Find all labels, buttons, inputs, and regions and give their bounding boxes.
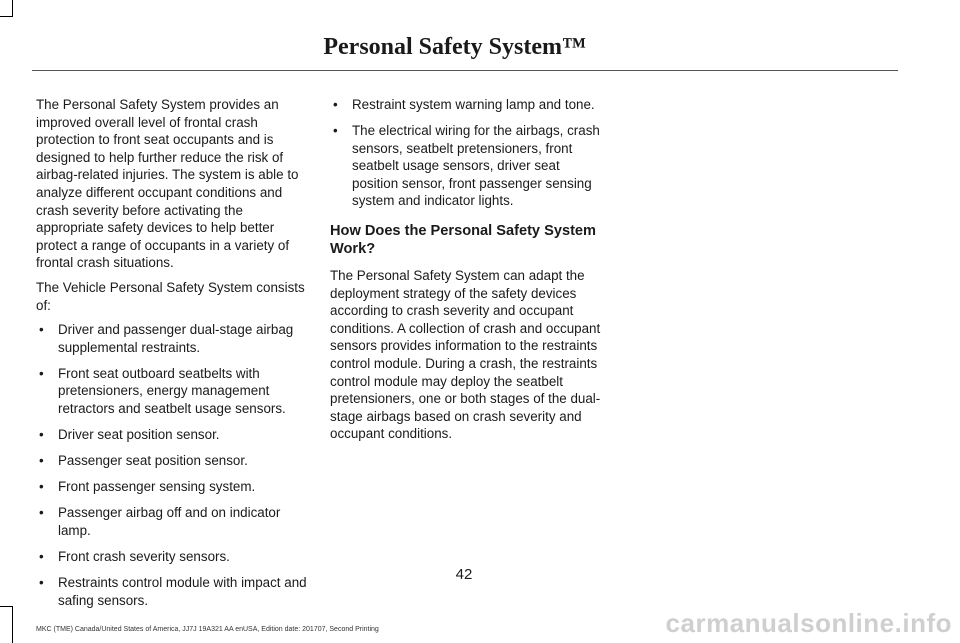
header-rule (32, 70, 898, 71)
crop-mark-bottom-left-v (12, 606, 13, 643)
list-item: • Restraint system warning lamp and tone. (330, 96, 602, 114)
list-item: • Passenger airbag off and on indicator lamp. (36, 504, 308, 539)
watermark: carmanualsonline.info (665, 608, 952, 638)
list-item: • Passenger seat position sensor. (36, 452, 308, 470)
component-list-continued (330, 96, 602, 210)
footer-edition-info: MKC (TME) Canada/United States of America, JJ7J 19A321 AA enUSA, Edition date: 201707, Second Printing (36, 626, 379, 633)
list-item: • Driver and passenger dual-stage airbag supplemental restraints. (36, 321, 308, 356)
section-heading: How Does the Personal Safety System Work? (330, 223, 597, 258)
right-column (330, 96, 602, 450)
crop-mark-top-left-h (0, 16, 13, 17)
page-number: 42 (455, 566, 473, 583)
list-item: • Driver seat position sensor. (36, 426, 308, 444)
consists-of-paragraph: The Vehicle Personal Safety System consists of: (36, 279, 305, 313)
crop-mark-bottom-left-h (0, 606, 13, 607)
page-title-text: Personal Safety System™ (323, 34, 586, 60)
list-item: • The electrical wiring for the airbags, crash sensors, seatbelt pretensioners, front seatbelt usage sensors, driver seat position sensor, front passenger sensing system and indicator lights. (330, 122, 602, 210)
intro-paragraph: The Personal Safety System provides an improved overall level of frontal crash protection to front seat occupants and is designed to help further reduce the risk of airbag-related injuries. The system is able to analyze different occupant conditions and crash severity before activating the appropriate safety devices to help better protect a range of occupants in a variety of frontal crash situations. (36, 97, 299, 271)
list-item: • Front crash severity sensors. (36, 548, 308, 566)
list-item: • Front passenger sensing system. (36, 478, 308, 496)
how-it-works-paragraph: The Personal Safety System can adapt the deployment strategy of the safety devices according to crash severity and occupant conditions. A collection of crash and occupant sensors provides information to the restraints control module. During a crash, the restraints control module may deploy the seatbelt pretensioners, one or both stages of the dual-stage airbags based on crash severity and occupant conditions. (330, 268, 601, 442)
list-item: • Front seat outboard seatbelts with pretensioners, energy management retractors and seatbelt usage sensors. (36, 365, 308, 418)
left-column (36, 96, 308, 618)
crop-mark-top-left-v (12, 0, 13, 16)
list-item: • Restraints control module with impact and safing sensors. (36, 574, 308, 609)
